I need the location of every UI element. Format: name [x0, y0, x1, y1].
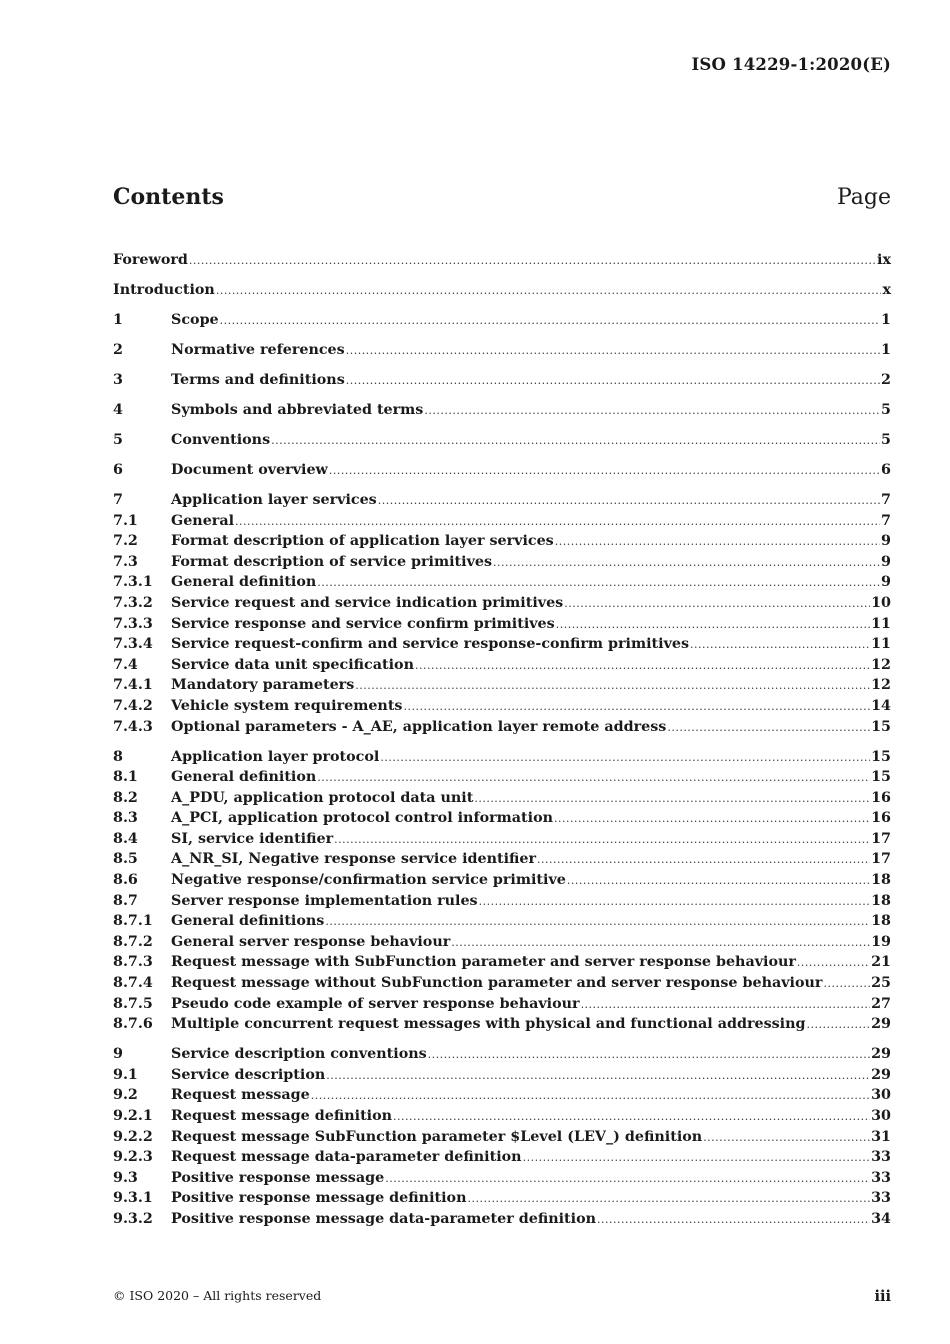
- toc-entry-title[interactable]: Request message with SubFunction parameter and server response behaviour: [171, 954, 796, 971]
- toc-entry-title[interactable]: Introduction: [113, 282, 215, 298]
- dot-leader: [564, 594, 870, 615]
- toc-entry-page: 16: [871, 810, 891, 827]
- toc-entry[interactable]: [113, 1127, 891, 1148]
- toc-entry[interactable]: [113, 932, 891, 953]
- toc-entry-number: 7: [113, 492, 123, 508]
- toc-entry-title[interactable]: Service response and service confirm primitives: [171, 615, 555, 632]
- toc-entry[interactable]: [113, 310, 891, 340]
- toc-entry[interactable]: [113, 250, 891, 280]
- dot-leader: [325, 912, 870, 933]
- dot-leader: [235, 512, 880, 533]
- dot-leader: [703, 1128, 870, 1149]
- dot-leader: [380, 748, 870, 769]
- toc-entry-title[interactable]: Positive response message definition: [171, 1190, 467, 1207]
- dot-leader: [667, 718, 870, 739]
- table-of-contents: [113, 250, 891, 1230]
- toc-entry-number: 9: [113, 1046, 123, 1063]
- dot-leader: [537, 850, 870, 871]
- toc-entry-title[interactable]: Application layer protocol: [171, 748, 380, 765]
- toc-entry-number: 8.7: [113, 892, 138, 909]
- page-number: iii: [874, 1288, 891, 1305]
- toc-entry-page: 29: [871, 1046, 891, 1063]
- toc-entry-page: 14: [871, 697, 891, 714]
- toc-entry-number: 8.7.3: [113, 954, 153, 971]
- toc-entry-number: 7.4.1: [113, 677, 153, 694]
- toc-entry-page: 1: [881, 342, 891, 358]
- toc-entry[interactable]: [113, 572, 891, 593]
- toc-entry-title[interactable]: Pseudo code example of server response behaviour: [171, 995, 580, 1012]
- toc-entry[interactable]: [113, 767, 891, 788]
- dot-leader: [317, 573, 880, 594]
- contents-heading: [113, 184, 891, 210]
- toc-entry-number: 7.4.3: [113, 718, 153, 735]
- dot-leader: [385, 1169, 870, 1190]
- toc-entry-page: 18: [871, 892, 891, 909]
- toc-entry-title[interactable]: Optional parameters - A_AE, application layer remote address: [171, 718, 667, 735]
- toc-entry-page: 30: [871, 1108, 891, 1124]
- toc-entry-number: 9.1: [113, 1066, 138, 1083]
- dot-leader: [823, 974, 870, 995]
- toc-entry-number: 7.4: [113, 656, 138, 673]
- dot-leader: [378, 491, 880, 512]
- toc-entry-number: 9.2.2: [113, 1128, 153, 1145]
- toc-entry-page: 9: [881, 553, 891, 570]
- dot-leader: [424, 401, 880, 421]
- toc-entry[interactable]: [113, 1209, 891, 1230]
- toc-entry-number: 9.3.2: [113, 1210, 153, 1227]
- dot-leader: [467, 1189, 870, 1210]
- toc-entry-title[interactable]: Multiple concurrent request messages with physical and functional addressing: [171, 1016, 806, 1033]
- toc-entry-page: 17: [871, 830, 891, 847]
- dot-leader: [393, 1107, 870, 1128]
- toc-entry-number: 8.4: [113, 830, 138, 847]
- toc-entry-page: 16: [871, 789, 891, 806]
- toc-entry-number: 7.3.2: [113, 594, 153, 611]
- toc-entry[interactable]: [113, 870, 891, 891]
- toc-entry-number: 5: [113, 432, 123, 448]
- toc-entry-title[interactable]: A_PDU, application protocol data unit: [171, 789, 474, 806]
- toc-entry-title[interactable]: Format description of application layer services: [171, 533, 554, 550]
- toc-entry[interactable]: [113, 490, 891, 511]
- dot-leader: [556, 615, 870, 636]
- toc-entry-number: 7.3.3: [113, 615, 153, 632]
- toc-entry-page: 19: [871, 933, 891, 950]
- toc-entry-number: 8.7.6: [113, 1016, 153, 1033]
- toc-entry-page: 2: [881, 372, 891, 388]
- toc-entry-title[interactable]: Symbols and abbreviated terms: [171, 402, 424, 418]
- document-id: ISO 14229-1:2020(E): [691, 55, 891, 74]
- toc-entry-number: 7.1: [113, 512, 138, 529]
- toc-entry[interactable]: [113, 849, 891, 870]
- toc-entry[interactable]: [113, 593, 891, 614]
- toc-entry-title[interactable]: Request message SubFunction parameter $Level (LEV_) definition: [171, 1128, 703, 1145]
- toc-entry-title[interactable]: Request message: [171, 1087, 310, 1104]
- toc-entry-title[interactable]: A_PCI, application protocol control information: [171, 810, 554, 827]
- dot-leader: [428, 1045, 870, 1066]
- toc-entry-page: 29: [871, 1066, 891, 1083]
- toc-entry-title[interactable]: Positive response message: [171, 1169, 385, 1186]
- toc-entry-page: 12: [871, 656, 891, 673]
- toc-entry-title[interactable]: General: [171, 512, 235, 529]
- dot-leader: [554, 809, 870, 830]
- toc-entry-number: 9.2: [113, 1087, 138, 1104]
- toc-entry-number: 1: [113, 312, 123, 328]
- toc-entry-title[interactable]: Foreword: [113, 252, 188, 268]
- toc-entry-page: 29: [871, 1016, 891, 1033]
- dot-leader: [216, 281, 882, 301]
- toc-entry-page: ix: [877, 252, 891, 268]
- toc-entry[interactable]: [113, 808, 891, 829]
- toc-entry-number: 8.7.4: [113, 975, 153, 992]
- toc-entry-number: 8.7.5: [113, 995, 153, 1012]
- toc-entry-page: 15: [871, 769, 891, 786]
- toc-entry[interactable]: [113, 655, 891, 676]
- toc-entry[interactable]: [113, 430, 891, 460]
- contents-title: Contents: [113, 184, 224, 210]
- toc-entry-number: 6: [113, 462, 123, 478]
- toc-entry-number: 9.3: [113, 1169, 138, 1186]
- toc-entry-title[interactable]: Format description of service primitives: [171, 553, 493, 570]
- toc-entry-page: 15: [871, 718, 891, 735]
- toc-entry[interactable]: [113, 552, 891, 573]
- toc-entry-page: 33: [871, 1169, 891, 1186]
- dot-leader: [451, 933, 870, 954]
- dot-leader: [493, 553, 880, 574]
- toc-entry[interactable]: [113, 614, 891, 635]
- toc-entry-title[interactable]: Conventions: [171, 432, 271, 448]
- toc-entry-page: 1: [881, 312, 891, 328]
- toc-entry-number: 7.3: [113, 553, 138, 570]
- toc-entry-number: 8.5: [113, 851, 138, 868]
- toc-entry[interactable]: [113, 370, 891, 400]
- toc-entry-title[interactable]: Service data unit specification: [171, 656, 414, 673]
- dot-leader: [403, 697, 870, 718]
- toc-entry[interactable]: [113, 973, 891, 994]
- toc-entry-page: 7: [881, 512, 891, 529]
- toc-entry[interactable]: [113, 1168, 891, 1189]
- dot-leader: [415, 656, 870, 677]
- copyright-notice: © ISO 2020 – All rights reserved: [113, 1288, 322, 1303]
- toc-entry-page: 33: [871, 1149, 891, 1166]
- toc-entry-title[interactable]: Terms and definitions: [171, 372, 345, 388]
- dot-leader: [326, 1066, 870, 1087]
- toc-entry-page: 18: [871, 913, 891, 930]
- dot-leader: [317, 768, 870, 789]
- dot-leader: [555, 532, 880, 553]
- toc-entry[interactable]: [113, 400, 891, 430]
- dot-leader: [346, 371, 880, 391]
- dot-leader: [581, 995, 871, 1016]
- toc-entry[interactable]: [113, 952, 891, 973]
- toc-entry-page: 12: [871, 677, 891, 694]
- toc-entry-title[interactable]: Request message definition: [171, 1108, 393, 1124]
- dot-leader: [523, 1148, 871, 1169]
- toc-entry-title[interactable]: Server response implementation rules: [171, 892, 478, 909]
- toc-entry-number: 9.2.1: [113, 1108, 153, 1124]
- toc-entry[interactable]: [113, 1065, 891, 1086]
- dot-leader: [334, 830, 870, 851]
- toc-entry[interactable]: [113, 511, 891, 532]
- toc-entry-title[interactable]: General definition: [171, 769, 317, 786]
- toc-entry-page: 9: [881, 533, 891, 550]
- toc-entry-number: 8.7.2: [113, 933, 153, 950]
- toc-entry-number: 8.3: [113, 810, 138, 827]
- toc-entry-title[interactable]: Service request and service indication primitives: [171, 594, 564, 611]
- toc-entry-page: 10: [871, 594, 891, 611]
- toc-entry[interactable]: [113, 634, 891, 655]
- toc-entry-page: 11: [871, 615, 891, 632]
- toc-entry-page: 33: [871, 1190, 891, 1207]
- toc-entry-title[interactable]: Scope: [171, 312, 219, 328]
- toc-entry[interactable]: [113, 891, 891, 912]
- toc-entry[interactable]: [113, 531, 891, 552]
- toc-entry[interactable]: [113, 1085, 891, 1106]
- toc-entry[interactable]: [113, 340, 891, 370]
- toc-entry-page: 7: [881, 492, 891, 508]
- toc-entry-number: 7.4.2: [113, 697, 153, 714]
- toc-entry-page: 17: [871, 851, 891, 868]
- toc-entry-title[interactable]: General definition: [171, 574, 317, 591]
- toc-entry-page: 34: [871, 1210, 891, 1227]
- dot-leader: [479, 892, 870, 913]
- toc-entry[interactable]: [113, 1106, 891, 1127]
- toc-entry-page: x: [882, 282, 891, 298]
- toc-entry[interactable]: [113, 1044, 891, 1065]
- toc-entry-number: 7.3.1: [113, 574, 153, 591]
- dot-leader: [346, 341, 880, 361]
- toc-entry-number: 4: [113, 402, 123, 418]
- toc-entry-title[interactable]: Application layer services: [171, 492, 377, 508]
- dot-leader: [597, 1210, 870, 1231]
- toc-entry[interactable]: [113, 911, 891, 932]
- toc-entry[interactable]: [113, 1147, 891, 1168]
- toc-entry-number: 9.2.3: [113, 1149, 153, 1166]
- toc-entry[interactable]: [113, 1188, 891, 1209]
- toc-entry[interactable]: [113, 675, 891, 696]
- toc-entry[interactable]: [113, 747, 891, 768]
- dot-leader: [311, 1086, 870, 1107]
- toc-entry-title[interactable]: A_NR_SI, Negative response service identifier: [171, 851, 537, 868]
- toc-entry-title[interactable]: Request message data-parameter definition: [171, 1149, 522, 1166]
- dot-leader: [690, 635, 870, 656]
- dot-leader: [474, 789, 870, 810]
- dot-leader: [271, 431, 880, 451]
- toc-entry-page: 27: [871, 995, 891, 1012]
- toc-entry-page: 5: [881, 432, 891, 448]
- toc-entry-page: 5: [881, 402, 891, 418]
- dot-leader: [807, 1015, 871, 1036]
- toc-entry-title[interactable]: Service description: [171, 1066, 326, 1083]
- toc-entry[interactable]: [113, 1014, 891, 1035]
- toc-entry-title[interactable]: Service description conventions: [171, 1046, 427, 1063]
- toc-entry-title[interactable]: Positive response message data-parameter definition: [171, 1210, 597, 1227]
- toc-entry-page: 11: [871, 636, 891, 653]
- dot-leader: [355, 676, 870, 697]
- toc-entry-number: 8.7.1: [113, 913, 153, 930]
- toc-entry-number: 7.2: [113, 533, 138, 550]
- toc-entry-page: 31: [871, 1128, 891, 1145]
- toc-entry-page: 6: [881, 462, 891, 478]
- dot-leader: [220, 311, 880, 331]
- toc-entry-title[interactable]: Negative response/confirmation service primitive: [171, 872, 566, 889]
- toc-entry-page: 15: [871, 748, 891, 765]
- toc-entry-page: 9: [881, 574, 891, 591]
- toc-entry-number: 8: [113, 748, 123, 765]
- toc-entry-number: 8.6: [113, 872, 138, 889]
- toc-entry-title[interactable]: General definitions: [171, 913, 325, 930]
- toc-entry[interactable]: [113, 829, 891, 850]
- toc-entry-number: 3: [113, 372, 123, 388]
- toc-entry[interactable]: [113, 280, 891, 310]
- toc-entry-page: 18: [871, 872, 891, 889]
- toc-entry-title[interactable]: SI, service identifier: [171, 830, 334, 847]
- toc-entry-title[interactable]: Normative references: [171, 342, 345, 358]
- toc-entry-number: 8.1: [113, 769, 138, 786]
- toc-entry-page: 21: [871, 954, 891, 971]
- toc-entry-title[interactable]: General server response behaviour: [171, 933, 451, 950]
- dot-leader: [329, 461, 880, 481]
- toc-entry-number: 9.3.1: [113, 1190, 153, 1207]
- toc-entry-number: 2: [113, 342, 123, 358]
- dot-leader: [189, 251, 876, 271]
- toc-entry-title[interactable]: Vehicle system requirements: [171, 697, 403, 714]
- toc-entry[interactable]: [113, 788, 891, 809]
- toc-entry[interactable]: [113, 717, 891, 738]
- dot-leader: [797, 953, 870, 974]
- toc-entry[interactable]: [113, 696, 891, 717]
- toc-entry-page: 25: [871, 975, 891, 992]
- toc-entry-title[interactable]: Mandatory parameters: [171, 677, 355, 694]
- page-column-label: Page: [836, 185, 891, 210]
- toc-entry[interactable]: [113, 994, 891, 1015]
- toc-entry[interactable]: [113, 460, 891, 490]
- toc-entry-title[interactable]: Document overview: [171, 462, 328, 478]
- toc-entry-number: 8.2: [113, 789, 138, 806]
- toc-entry-page: 30: [871, 1087, 891, 1104]
- toc-entry-title[interactable]: Service request-confirm and service response-confirm primitives: [171, 636, 690, 653]
- toc-entry-title[interactable]: Request message without SubFunction parameter and server response behaviour: [171, 975, 823, 992]
- toc-entry-number: 7.3.4: [113, 636, 153, 653]
- dot-leader: [567, 871, 870, 892]
